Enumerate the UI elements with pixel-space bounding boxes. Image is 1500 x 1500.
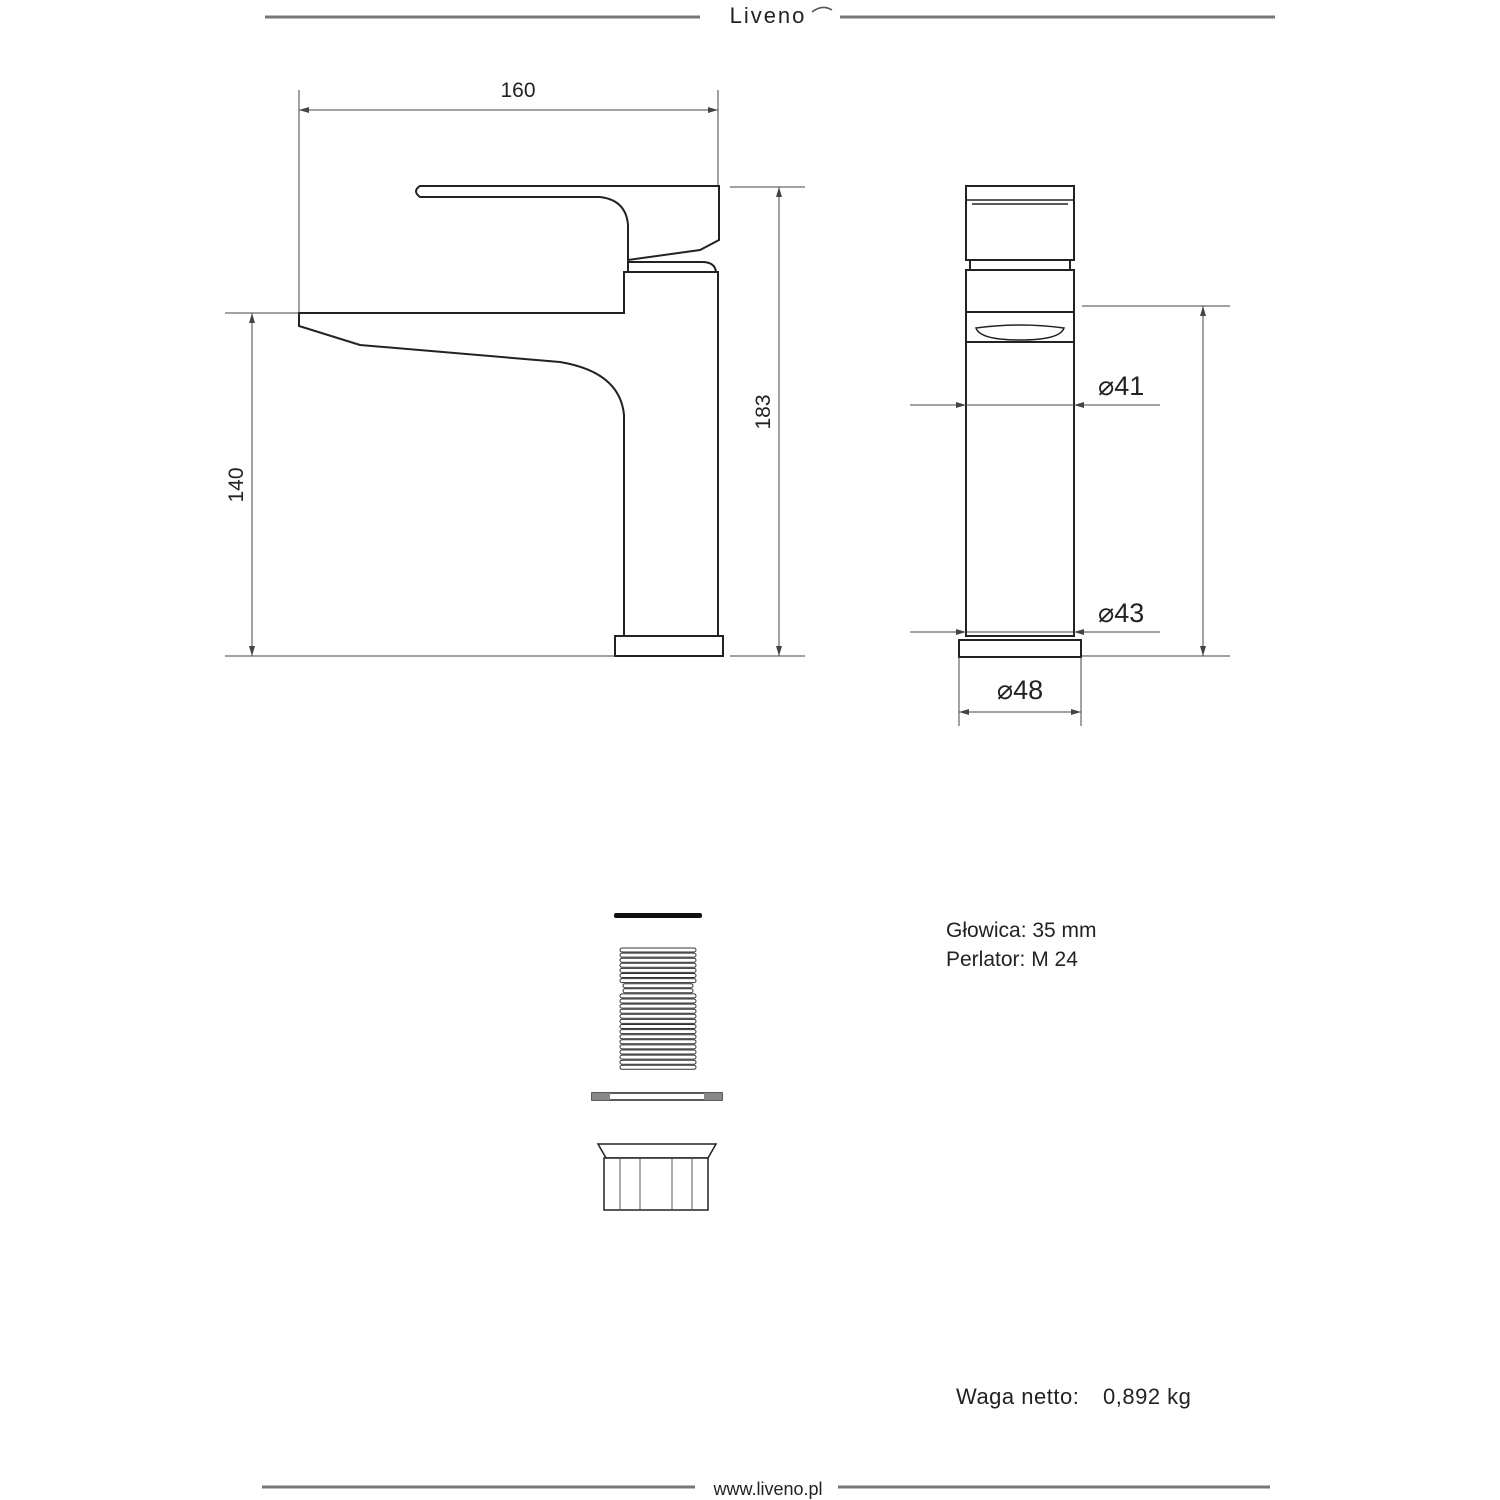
- thread-ridge: [620, 979, 696, 983]
- thread-ridge: [620, 963, 696, 967]
- brand-logo-swoosh: [812, 7, 832, 12]
- aerator-gasket-top: [614, 913, 702, 918]
- thread-ridge: [620, 948, 696, 952]
- aerator-housing: [598, 1144, 716, 1210]
- aerator-threaded-insert: [620, 948, 696, 1069]
- thread-ridge: [620, 953, 696, 957]
- thread-ridge: [620, 958, 696, 962]
- thread-ridge: [620, 974, 696, 978]
- faucet-base: [615, 636, 723, 656]
- thread-ridge: [623, 984, 693, 988]
- brand-logo: Liveno: [729, 3, 807, 28]
- thread-ridge: [620, 1009, 696, 1013]
- dimension-body-diameter-label: ⌀41: [1098, 371, 1145, 401]
- front-view-drawing: [910, 186, 1230, 726]
- thread-ridge: [620, 994, 696, 998]
- faucet-body: [299, 272, 718, 636]
- thread-ridge: [620, 999, 696, 1003]
- front-collar: [970, 260, 1070, 270]
- thread-ridge: [620, 1060, 696, 1064]
- thread-ridge: [620, 1025, 696, 1029]
- thread-ridge: [620, 1045, 696, 1049]
- aerator-exploded-view: [592, 913, 722, 1210]
- aerator-gasket-ring: [592, 1093, 722, 1100]
- spec-weight-value: 0,892 kg: [1103, 1384, 1192, 1409]
- front-handle: [966, 186, 1074, 260]
- specs: [946, 919, 1191, 1409]
- side-view-drawing: [225, 79, 805, 656]
- footer-url[interactable]: www.liveno.pl: [713, 1479, 823, 1499]
- spec-weight-label: Waga netto:: [956, 1384, 1080, 1409]
- thread-ridge: [620, 1019, 696, 1023]
- dimension-base-diameter: [959, 657, 1081, 726]
- thread-ridge: [620, 968, 696, 972]
- faucet-handle-neck: [628, 262, 716, 272]
- spec-aerator: Perlator: M 24: [946, 948, 1078, 971]
- dimension-height-label: 183: [752, 394, 775, 430]
- spec-head: Głowica: 35 mm: [946, 919, 1097, 942]
- front-base: [959, 640, 1081, 657]
- thread-ridge: [620, 1065, 696, 1069]
- thread-ridge: [620, 1035, 696, 1039]
- header: [265, 3, 1275, 28]
- thread-ridge: [623, 989, 693, 993]
- thread-ridge: [620, 1055, 696, 1059]
- footer: [262, 1479, 1270, 1499]
- faucet-handle: [416, 186, 719, 260]
- dimension-spout-height-label: 140: [225, 467, 248, 503]
- thread-ridge: [620, 1014, 696, 1018]
- thread-ridge: [620, 1040, 696, 1044]
- dimension-width-label: 160: [500, 79, 536, 102]
- thread-ridge: [620, 1030, 696, 1034]
- dimension-height: [730, 187, 805, 656]
- thread-ridge: [620, 1050, 696, 1054]
- thread-ridge: [620, 1004, 696, 1008]
- dimension-lower-diameter-label: ⌀43: [1098, 598, 1145, 628]
- dimension-base-diameter-label: ⌀48: [996, 675, 1044, 705]
- dimension-spout-height: [225, 313, 615, 656]
